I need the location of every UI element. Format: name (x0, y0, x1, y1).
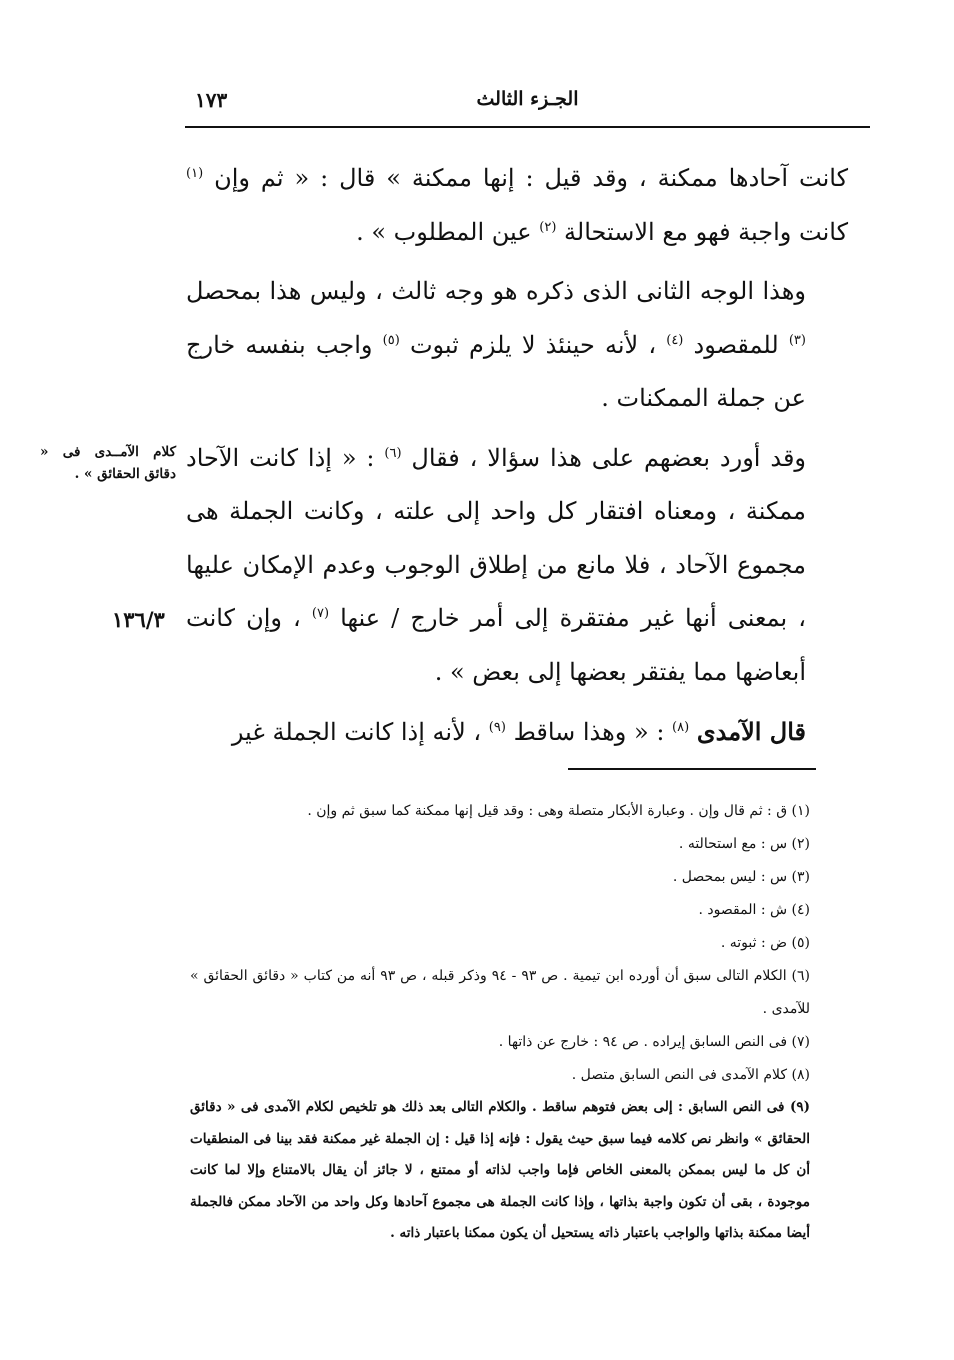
footnote: (٦) الكلام التالى سبق أن أورده ابن تيمية . ص ٩٣ - ٩٤ وذكر قبله ، ص ٩٣ أنه من كتاب « دقائق الحقائق » للآمدى . (190, 968, 810, 1017)
footnote-ref: (٢) (539, 219, 557, 235)
footnote-ref: (٦) (384, 445, 402, 461)
text-segment: كانت واجبة فهو مع الاستحالة (564, 217, 848, 246)
running-title: الجـزء الثالث (476, 88, 579, 110)
text-segment: عين المطلوب » . (356, 217, 532, 246)
footnote: (٤) ش : المقصود . (698, 902, 810, 918)
footnote: (٨) كلام الآمدى فى النص السابق متصل . (571, 1067, 810, 1083)
speaker-label: قال الآمدى (696, 717, 806, 746)
paragraph (186, 432, 848, 700)
header-rule (185, 126, 870, 128)
page-header (185, 88, 870, 122)
text-segment: وقد أورد بعضهم على هذا سؤالا ، فقال (411, 443, 807, 472)
footnote: (٧) فى النص السابق إيراده . ص ٩٤ : خارج عن ذاتها . (498, 1034, 810, 1050)
footnote: (٩) فى النص السابق : إلى بعض فتوهم ساقط . والكلام التالى بعد ذلك هو تلخيص لكلام الآمدى فى « دقائق الحقائق » وانظر نص كلامه فيما سبق حيث يقول : فإنه إذا قيل : إن الجملة غير ممكنة فقد بينا فى المنطقيات أن كل ما ليس بممكن بالمعنى الخاص فإما واجب لذاته أو ممتنع ، لا جائز أن يقال بالامتناع وإلا لما كانت موجودة ، بقى أن تكون واجبة بذاتها ، وإذا كانت الجملة هى مجموع آحادها وكل واحد من الآحاد ممكن فالجملة أيضا ممكنة بذاتها والواجب باعتبار ذاته يستحيل أن يكون ممكنا باعتبار ذاته . (190, 1099, 810, 1241)
paragraph (186, 705, 848, 760)
footnote-ref: (٩) (488, 720, 506, 735)
margin-note: كلام الآمــدى فى « دقائق الحقائق » . (40, 444, 176, 482)
text-segment: واجب بنفسه خارج عن جملة الممكنات . (186, 330, 806, 412)
footnote-ref: (٧) (311, 606, 330, 621)
text-segment: : « إذا كانت الآحاد ممكنة ، ومعناه افتقار كل واحد إلى علته ، وكانت الجملة هى مجموع الآحاد ، فلا مانع من إطلاق الوجوب وعدم الإمكان عليها ، بمعنى أنها غير مفتقرة إلى أمر خارج / عنها (186, 443, 806, 632)
footnotes (190, 795, 810, 1250)
text-segment: ، وإن كانت أبعاضها مما يفتقر بعضها إلى بعض » . (186, 604, 806, 686)
text-segment: ، لأنه حينئذ لا يلزم ثبوت (409, 330, 657, 359)
paragraph (186, 152, 848, 259)
footnote-ref: (١) (186, 166, 204, 181)
footnote-rule (568, 768, 816, 770)
footnote-ref: (٨) (672, 720, 690, 735)
text-segment: للمقصود (693, 330, 779, 359)
footnote: (٢) س : مع استحالته . (678, 836, 810, 852)
footnote-ref: (٣) (788, 332, 806, 348)
page-number: ١٧٣ (195, 88, 228, 112)
paragraph (186, 265, 848, 426)
text-segment: : « وهذا ساقط (513, 718, 665, 746)
text-segment: ، لأنه إذا كانت الجملة غير (231, 718, 482, 746)
footnote: (٥) ض : ثبوته . (720, 935, 810, 951)
footnote: (١) ق : ثم قال وإن . وعبارة الأبكار متصلة وهى : وقد قيل إنها ممكنة كما سبق ثم وإن . (307, 803, 810, 819)
text-segment: وهذا الوجه الثانى الذى ذكره هو وجه ثالث ، وليس هذا بمحصل (186, 277, 806, 305)
footnote-ref: (٤) (666, 332, 684, 348)
text-segment: كانت آحادها ممكنة ، وقد قيل : إنها ممكنة » قال : « ثم وإن (214, 164, 848, 192)
footnote: (٣) س : ليس بمحصل . (672, 869, 810, 885)
margin-page-reference: ١٣٦/٣ (112, 607, 165, 632)
main-text (186, 152, 848, 760)
footnote-ref: (٥) (382, 332, 400, 348)
